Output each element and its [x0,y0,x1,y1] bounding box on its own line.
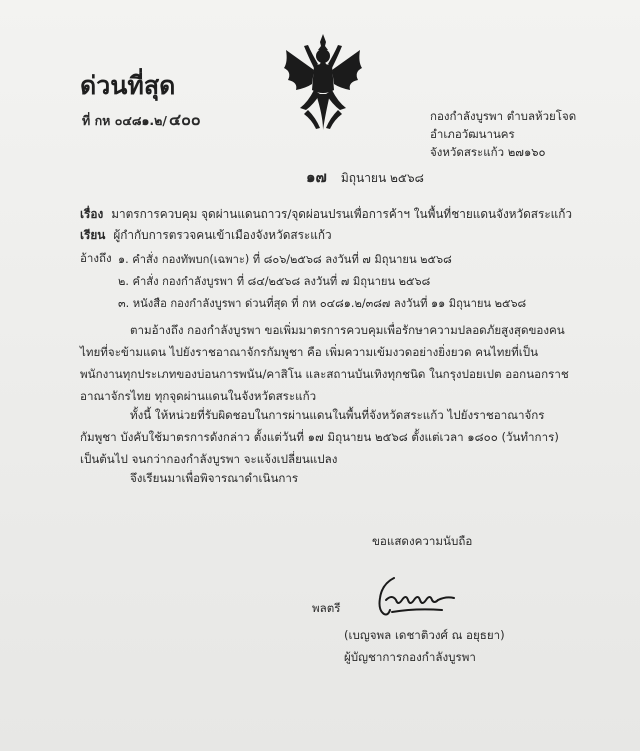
document-number-prefix: ที่ กห ๐๔๘๑.๒/ [82,113,167,128]
document-number-handwritten: ๔๐๐ [168,110,201,129]
subject-label: เรื่อง [80,207,104,221]
issuer-address-line-1: กองกำลังบูรพา ตำบลห้วยโจด [430,109,577,123]
body-paragraph-3: จึงเรียนมาเพื่อพิจารณาดำเนินการ [130,471,299,485]
closing-phrase: ขอแสดงความนับถือ [372,534,473,548]
recipient-label: เรียน [80,228,106,242]
garuda-emblem-icon [278,32,368,132]
subject-line [80,205,572,224]
reference-item-3: ๓. หนังสือ กองกำลังบูรพา ด่วนที่สุด ที่ กห ๐๔๘๑.๒/๓๘๗ ลงวันที่ ๑๑ มิถุนายน ๒๕๖๘ [118,297,527,310]
urgency-heading: ด่วนที่สุด [80,71,176,100]
signer-position: ผู้บัญชาการกองกำลังบูรพา [344,650,476,664]
date-day-handwritten: ๑๗ [306,168,327,186]
reference-item-2: ๒. คำสั่ง กองกำลังบูรพา ที่ ๘๔/๒๕๖๘ ลงวันที่ ๗ มิถุนายน ๒๕๖๘ [118,275,431,288]
signer-rank: พลตรี [312,601,341,615]
letter-date [306,165,424,189]
document-number [82,108,201,133]
signer-name: (เบญจพล เดชาติวงศ์ ณ อยุธยา) [344,628,505,642]
body-paragraph-2: ทั้งนี้ ให้หน่วยที่รับผิดชอบในการผ่านแดนในพื้นที่จังหวัดสระแก้ว ไปยังราชอาณาจักรกัมพูชา บังคับใช้มาตรการดังกล่าว ตั้งแต่วันที่ ๑๗ มิถุนายน ๒๕๖๘ ตั้งแต่เวลา ๑๘๐๐ (วันทำการ) เป็นต้นไป จนกว่ากองกำลังบูรพา จะแจ้งเปลี่ยนแปลง [80,408,559,466]
subject-text: มาตรการควบคุม จุดผ่านแดนถาวร/จุดผ่อนปรนเพื่อการค้าฯ ในพื้นที่ชายแดนจังหวัดสระแก้ว [111,207,573,221]
recipient-text: ผู้กำกับการตรวจคนเข้าเมืองจังหวัดสระแก้ว [113,228,332,242]
recipient-line [80,226,332,245]
references-label: อ้างถึง [80,251,112,265]
body-paragraph-1: ตามอ้างถึง กองกำลังบูรพา ขอเพิ่มมาตรการควบคุมเพื่อรักษาความปลอดภัยสูงสุดของคนไทยที่จะข้ามแดน ไปยังราชอาณาจักรกัมพูชา คือ เพิ่มความเข้มงวดอย่างยิ่งยวด คนไทยที่เป็นพนักงานทุกประเภทของบ่อนการพนัน/คาสิโน และสถานบันเทิงทุกชนิด ในกรุงปอยเปต ออกนอกราชอาณาจักรไทย ทุกจุดผ่านแดนในจังหวัดสระแก้ว [80,323,569,403]
issuer-address-line-3: จังหวัดสระแก้ว ๒๗๑๖๐ [430,145,546,159]
issuer-address-line-2: อำเภอวัฒนานคร [430,127,515,141]
date-month-year: มิถุนายน ๒๕๖๘ [340,171,424,185]
handwritten-signature [372,570,462,618]
reference-item-1: ๑. คำสั่ง กองทัพบก(เฉพาะ) ที่ ๘๐๖/๒๕๖๘ ลงวันที่ ๗ มิถุนายน ๒๕๖๘ [118,253,452,266]
